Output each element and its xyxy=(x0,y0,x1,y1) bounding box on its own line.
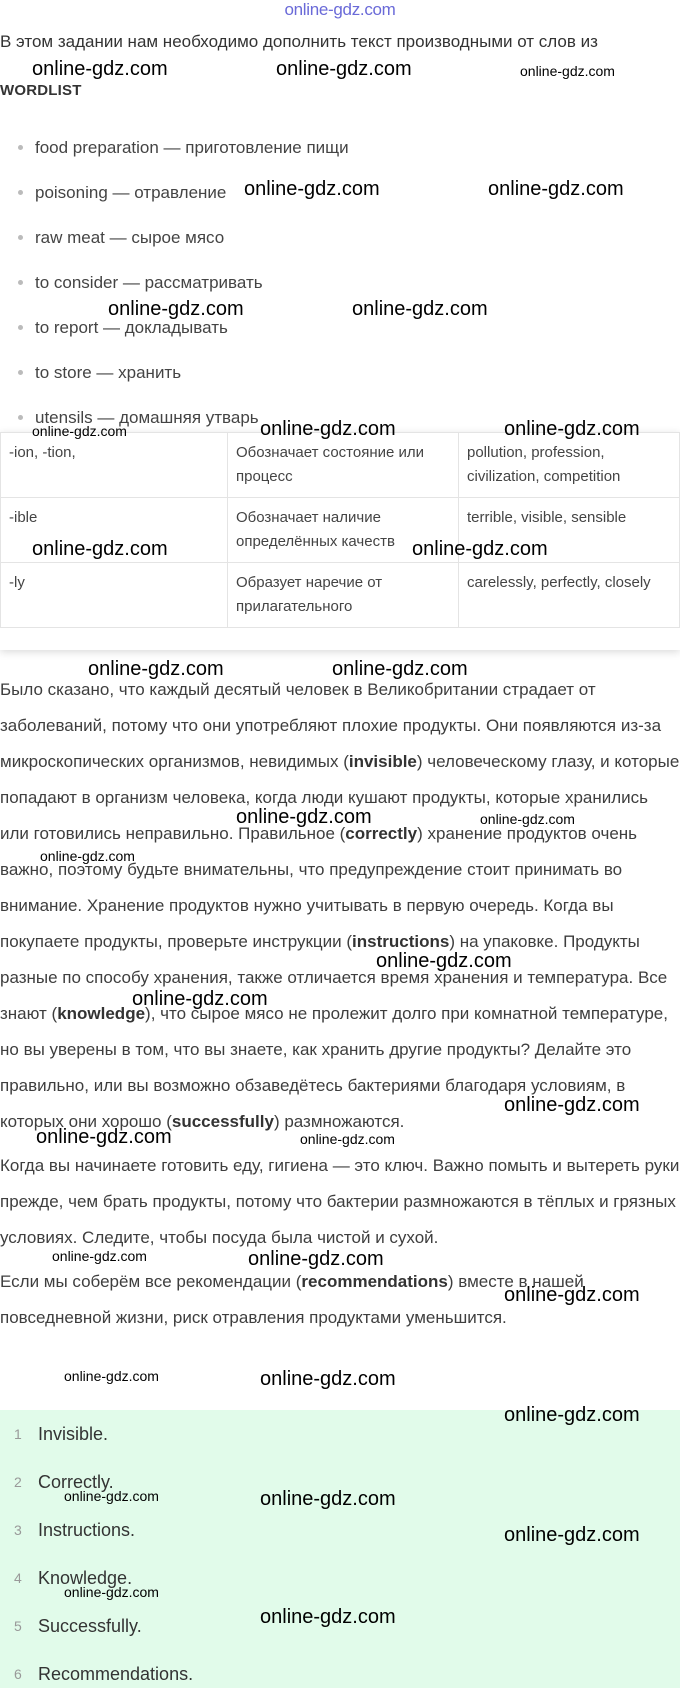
watermark: online-gdz.com xyxy=(64,1488,159,1504)
answer-item: 4 Knowledge. xyxy=(14,1567,133,1588)
watermark: online-gdz.com xyxy=(300,1131,395,1147)
answer-item: 1 Invisible. xyxy=(14,1423,109,1444)
watermark: online-gdz.com xyxy=(520,63,615,79)
watermark: online-gdz.com xyxy=(52,1248,147,1264)
answer-item: 2 Correctly. xyxy=(14,1471,114,1492)
watermark: online-gdz.com xyxy=(276,58,412,80)
story-text xyxy=(0,672,680,1344)
watermark: online-gdz.com xyxy=(40,848,135,864)
watermark: online-gdz.com xyxy=(480,811,575,827)
table-row: -ly Образует наречие от прилагательного carelessly, perfectly, closely xyxy=(1,563,680,628)
watermark: online-gdz.com xyxy=(412,538,548,560)
watermark: online-gdz.com xyxy=(248,1248,384,1270)
list-item: poisoning — отравление xyxy=(18,170,349,215)
list-item: food preparation — приготовление пищи xyxy=(18,125,349,170)
table-row: -ion, -tion, Обозначает состояние или процесс pollution, profession, civilization, competition xyxy=(1,433,680,498)
list-item: to consider — рассматривать xyxy=(18,260,349,305)
wordlist xyxy=(18,125,349,440)
watermark: online-gdz.com xyxy=(260,418,396,440)
watermark: online-gdz.com xyxy=(260,1368,396,1390)
watermark: online-gdz.com xyxy=(32,423,127,439)
watermark: online-gdz.com xyxy=(36,1126,172,1148)
bullet-icon xyxy=(18,145,23,150)
list-item: raw meat — сырое мясо xyxy=(18,215,349,260)
watermark: online-gdz.com xyxy=(64,1368,159,1384)
watermark: online-gdz.com xyxy=(236,806,372,828)
answer-item: 5 Successfully. xyxy=(14,1615,142,1636)
answer-item: 6 Recommendations. xyxy=(14,1663,194,1684)
bullet-icon xyxy=(18,370,23,375)
watermark: online-gdz.com xyxy=(504,1284,640,1306)
intro-text: В этом задании нам необходимо дополнить текст производными от слов из xyxy=(0,32,598,51)
bullet-icon xyxy=(18,325,23,330)
watermark: online-gdz.com xyxy=(376,950,512,972)
watermark: online-gdz.com xyxy=(32,538,168,560)
answer-item: 3 Instructions. xyxy=(14,1519,136,1540)
watermark: online-gdz.com xyxy=(488,178,624,200)
answers-panel xyxy=(0,1410,680,1688)
watermark: online-gdz.com xyxy=(260,1606,396,1628)
table-row: -ible Обозначает наличие определённых качеств terrible, visible, sensible xyxy=(1,498,680,563)
list-item: to store — хранить xyxy=(18,350,349,395)
list-item: to report — докладывать xyxy=(18,305,349,350)
bullet-icon xyxy=(18,415,23,420)
site-logo: online-gdz.com xyxy=(284,0,396,19)
story-paragraph: Если мы соберём все рекомендации (recommendations) вместе в нашей повседневной жизни, риск отравления продуктами уменьшится. xyxy=(0,1272,584,1327)
watermark: online-gdz.com xyxy=(260,1488,396,1510)
story-paragraph: Было сказано, что каждый десятый человек в Великобритании страдает от заболеваний, потому что они употребляют плохие продукты. Они появляются из-за микроскопических организмов, невидимых (invisible) человеческому глазу, и которые попадают в организм человека, когда люди кушают продукты, которые хранились или готовились неправильно. Правильное (correctly) хранение продуктов очень важно, поэтому будьте внимательны, что предупреждение стоит принимать во внимание. Хранение продуктов нужно учитывать в первую очередь. Когда вы покупаете продукты, проверьте инструкции (instructions) на упаковке. Продукты разные по способу хранения, также отличается время хранения и температура. Все знают (knowledge), что сырое мясо не пролежит долго при комнатной температуре, но вы уверены в том, что вы знаете, как хранить другие продукты? Делайте это правильно, или вы возможно обзаведётесь бактериями благодаря условиям, в которых они хорошо (successfully) размножаются. xyxy=(0,680,680,1131)
watermark: online-gdz.com xyxy=(88,658,224,680)
watermark: online-gdz.com xyxy=(244,178,380,200)
wordlist-title: WORDLIST xyxy=(0,82,82,99)
watermark: online-gdz.com xyxy=(32,58,168,80)
watermark: online-gdz.com xyxy=(132,988,268,1010)
bullet-icon xyxy=(18,190,23,195)
bullet-icon xyxy=(18,280,23,285)
watermark: online-gdz.com xyxy=(504,1524,640,1546)
bullet-icon xyxy=(18,235,23,240)
suffix-table xyxy=(0,432,680,628)
answers-list xyxy=(14,1410,193,1698)
watermark: online-gdz.com xyxy=(108,298,244,320)
watermark: online-gdz.com xyxy=(504,1404,640,1426)
list-item: utensils — домашняя утварь xyxy=(18,395,349,440)
story-paragraph: Когда вы начинаете готовить еду, гигиена — это ключ. Важно помыть и вытереть руки прежде, чем брать продукты, потому что бактерии размножаются в тёплых и грязных условиях. Следите, чтобы посуда была чистой и сухой. xyxy=(0,1156,680,1247)
watermark: online-gdz.com xyxy=(352,298,488,320)
watermark: online-gdz.com xyxy=(504,418,640,440)
watermark: online-gdz.com xyxy=(504,1094,640,1116)
watermark: online-gdz.com xyxy=(332,658,468,680)
watermark: online-gdz.com xyxy=(64,1584,159,1600)
